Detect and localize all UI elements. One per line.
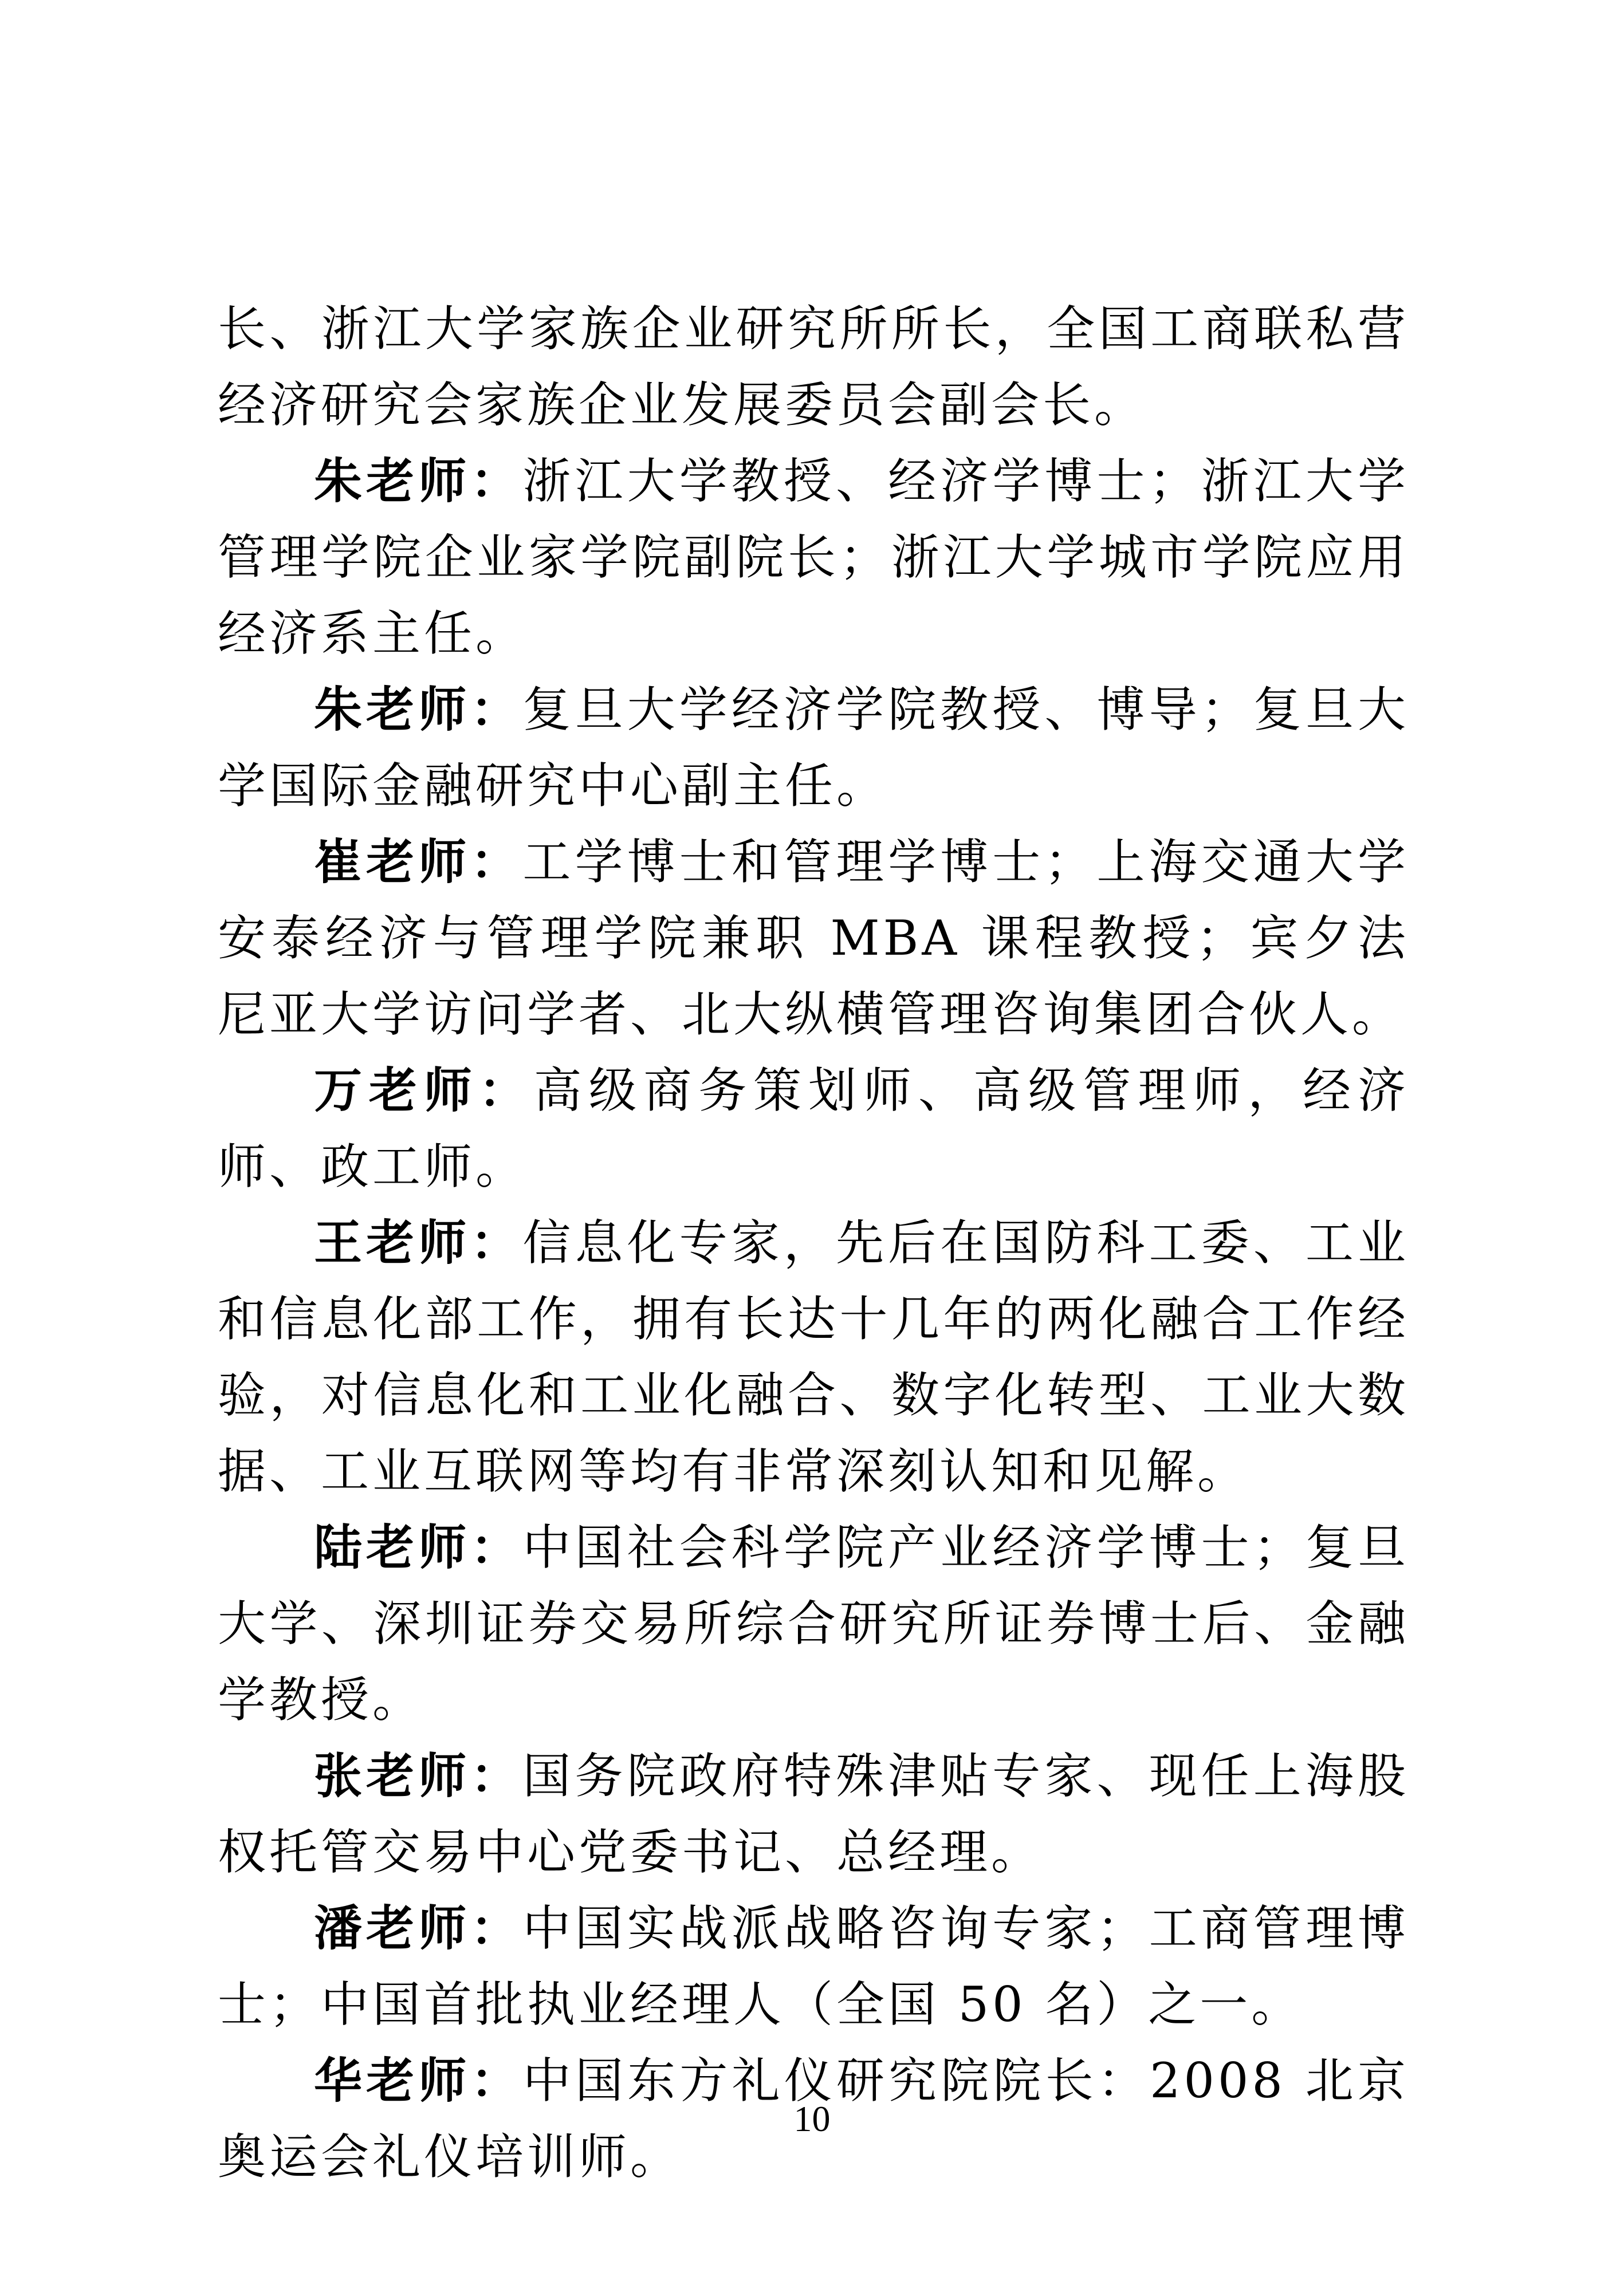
document-body: [218, 291, 1409, 2195]
lecturer-entry: [218, 1510, 1409, 1738]
lecturer-name: 陆老师：: [314, 1519, 523, 1576]
lecturer-name: 万老师：: [314, 1062, 534, 1119]
lecturer-bio: 浙江大学教授、经济学博士；浙江大学管理学院企业家学院副院长；浙江大学城市学院应用经济系主任。: [218, 453, 1409, 661]
lecturer-name: 崔老师：: [314, 834, 523, 890]
lecturer-bio: 中国东方礼仪研究院院长：2008 北京奥运会礼仪培训师。: [218, 2053, 1409, 2185]
lecturer-entry: [218, 824, 1409, 1053]
lecturer-bio: 信息化专家，先后在国防科工委、工业和信息化部工作，拥有长达十几年的两化融合工作经验，对信息化和工业化融合、数字化转型、工业大数据、工业互联网等均有非常深刻认知和见解。: [218, 1215, 1409, 1499]
lecturer-bio: 中国实战派战略咨询专家；工商管理博士；中国首批执业经理人（全国 50 名）之一。: [218, 1900, 1409, 2033]
lecturer-name: 华老师：: [314, 2053, 523, 2109]
lecturer-name: 张老师：: [314, 1748, 523, 1804]
lecturer-bio: 中国社会科学院产业经济学博士；复旦大学、深圳证券交易所综合研究所证券博士后、金融学教授。: [218, 1519, 1409, 1728]
continuation-paragraph: 长、浙江大学家族企业研究所所长，全国工商联私营经济研究会家族企业发展委员会副会长。: [218, 301, 1409, 433]
lecturer-entry: [218, 443, 1409, 672]
lecturer-entry: [218, 1053, 1409, 1205]
lecturer-entry: [218, 672, 1409, 824]
lecturer-entry: [218, 1205, 1409, 1510]
lecturer-bio: 工学博士和管理学博士；上海交通大学安泰经济与管理学院兼职 MBA 课程教授；宾夕法尼亚大学访问学者、北大纵横管理咨询集团合伙人。: [218, 834, 1409, 1042]
page-number: 10: [793, 2098, 831, 2139]
lecturer-name: 朱老师：: [314, 453, 523, 509]
lecturer-entry: [218, 1738, 1409, 1891]
lecturer-entry: [218, 1891, 1409, 2043]
lecturer-bio: 高级商务策划师、高级管理师，经济师、政工师。: [218, 1062, 1409, 1195]
lecturer-bio: 国务院政府特殊津贴专家、现任上海股权托管交易中心党委书记、总经理。: [218, 1748, 1409, 1880]
lecturer-bio: 复旦大学经济学院教授、博导；复旦大学国际金融研究中心副主任。: [218, 682, 1409, 814]
lecturer-name: 朱老师：: [314, 682, 523, 738]
lecturer-name: 王老师：: [314, 1215, 523, 1271]
lecturer-name: 潘老师：: [314, 1900, 523, 1956]
